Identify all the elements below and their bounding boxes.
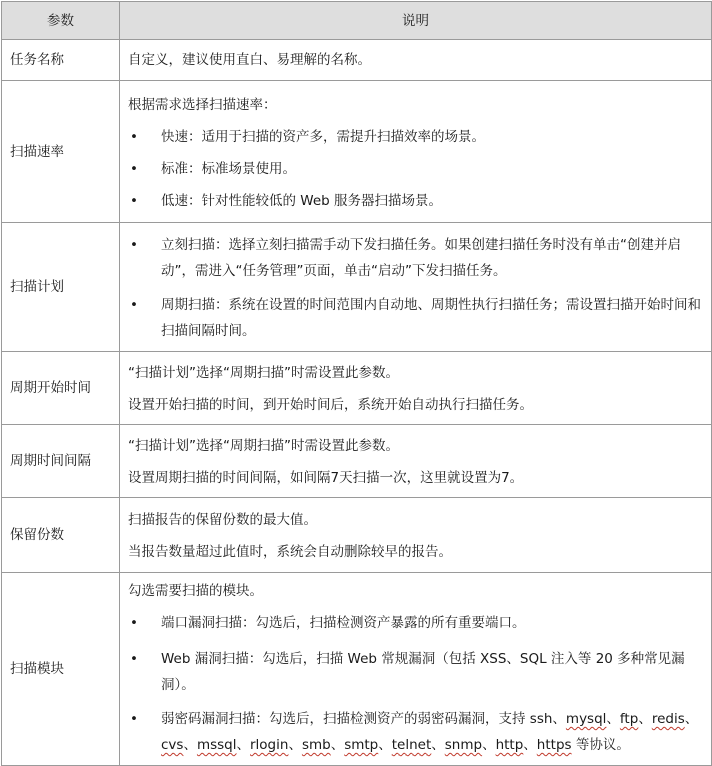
param-cell: 任务名称 <box>2 40 120 81</box>
option-list <box>128 232 703 344</box>
list-item-text: 快速：适用于扫描的资产多，需提升扫描效率的场景。 <box>161 128 485 145</box>
header-desc: 说明 <box>120 2 712 40</box>
header-param: 参数 <box>2 2 120 40</box>
protocol-name: mssql <box>196 737 237 753</box>
table-row <box>2 573 712 766</box>
desc-cell <box>120 40 712 81</box>
desc-cell <box>120 498 712 573</box>
protocol-separator: 、 <box>378 737 392 753</box>
protocol-separator: 、 <box>236 737 250 753</box>
desc-text: 设置开始扫描的时间，到开始时间后，系统开始自动执行扫描任务。 <box>128 397 533 413</box>
protocol-separator: 、 <box>183 737 197 753</box>
bullet-icon: • <box>130 237 138 253</box>
desc-cell <box>120 573 712 766</box>
protocol-name: ftp <box>619 711 639 727</box>
desc-cell <box>120 425 712 498</box>
list-item <box>128 646 703 698</box>
table-header-row <box>2 2 712 40</box>
protocol-name: https <box>536 737 572 753</box>
list-item-text: 立刻扫描：选择立刻扫描需手动下发扫描任务。如果创建扫描任务时没有单击“创建并启动”，需进入“任务管理”页面，单击“启动”下发扫描任务。 <box>161 237 681 279</box>
protocol-separator: 、 <box>523 737 537 753</box>
table-row <box>2 40 712 81</box>
bullet-icon: • <box>130 160 138 177</box>
protocol-name: telnet <box>391 737 432 753</box>
desc-text: 扫描报告的保留份数的最大值。 <box>128 512 317 528</box>
bullet-icon: • <box>130 651 138 667</box>
protocol-name: rlogin <box>250 737 289 753</box>
protocol-separator: 、 <box>638 711 652 727</box>
table-row <box>2 425 712 498</box>
list-item-text: 低速：针对性能较低的 Web 服务器扫描场景。 <box>161 192 443 209</box>
desc-text: 勾选需要扫描的模块。 <box>128 583 263 599</box>
weak-password-text <box>161 711 698 753</box>
list-item-text: Web 漏洞扫描：勾选后，扫描 Web 常规漏洞（包括 XSS、SQL 注入等 20 多种常见漏洞）。 <box>161 651 685 693</box>
protocol-name: http <box>495 737 524 753</box>
list-item <box>128 614 703 632</box>
list-item-text: 周期扫描：系统在设置的时间范围内自动地、周期性执行扫描任务；需设置扫描开始时间和扫描间隔时间。 <box>161 297 701 339</box>
desc-text: 当报告数量超过此值时，系统会自动删除较早的报告。 <box>128 544 452 560</box>
table-row <box>2 352 712 425</box>
protocol-separator: 、 <box>431 737 445 753</box>
parameter-table <box>1 1 712 766</box>
param-cell: 扫描速率 <box>2 81 120 223</box>
option-list <box>128 128 703 210</box>
protocol-name: snmp <box>444 737 483 753</box>
table-row <box>2 498 712 573</box>
table-row <box>2 223 712 352</box>
protocol-separator: 、 <box>288 737 302 753</box>
param-cell: 保留份数 <box>2 498 120 573</box>
protocol-separator: 、 <box>330 737 345 753</box>
desc-text: “扫描计划”选择“周期扫描”时需设置此参数。 <box>128 438 399 454</box>
protocol-separator: 、 <box>606 711 620 727</box>
list-item-text: 标准：标准场景使用。 <box>161 160 296 177</box>
bullet-icon: • <box>130 615 138 631</box>
weak-suffix: 等协议。 <box>575 737 630 753</box>
list-item <box>128 292 703 344</box>
desc-cell <box>120 223 712 352</box>
list-item <box>128 192 703 210</box>
weak-prefix: 弱密码漏洞扫描：勾选后，扫描检测资产的弱密码漏洞，支持 ssh、 <box>161 711 566 727</box>
desc-cell <box>120 81 712 223</box>
protocol-name: redis <box>651 711 685 727</box>
protocol-name: smb <box>301 737 331 753</box>
bullet-icon: • <box>130 192 138 209</box>
param-cell: 扫描模块 <box>2 573 120 766</box>
list-item <box>128 706 703 758</box>
param-cell: 扫描计划 <box>2 223 120 352</box>
bullet-icon: • <box>130 297 138 313</box>
option-list <box>128 614 703 758</box>
list-item-text: 端口漏洞扫描：勾选后，扫描检测资产暴露的所有重要端口。 <box>161 615 526 631</box>
desc-cell <box>120 352 712 425</box>
param-cell: 周期开始时间 <box>2 352 120 425</box>
protocol-name: cvs <box>161 737 184 753</box>
table-row <box>2 81 712 223</box>
protocol-name: smtp <box>344 737 379 753</box>
desc-text: 设置周期扫描的时间间隔，如间隔7天扫描一次，这里就设置为7。 <box>128 470 524 486</box>
bullet-icon: • <box>130 711 138 727</box>
desc-text: 自定义，建议使用直白、易理解的名称。 <box>128 52 371 68</box>
param-cell: 周期时间间隔 <box>2 425 120 498</box>
bullet-icon: • <box>130 128 138 145</box>
desc-text: “扫描计划”选择“周期扫描”时需设置此参数。 <box>128 365 399 381</box>
list-item <box>128 232 703 284</box>
protocol-name: mysql <box>565 711 607 727</box>
list-item <box>128 128 703 146</box>
list-item <box>128 160 703 178</box>
desc-text: 根据需求选择扫描速率： <box>128 96 277 113</box>
protocol-separator: 、 <box>684 711 699 727</box>
protocol-separator: 、 <box>482 737 496 753</box>
